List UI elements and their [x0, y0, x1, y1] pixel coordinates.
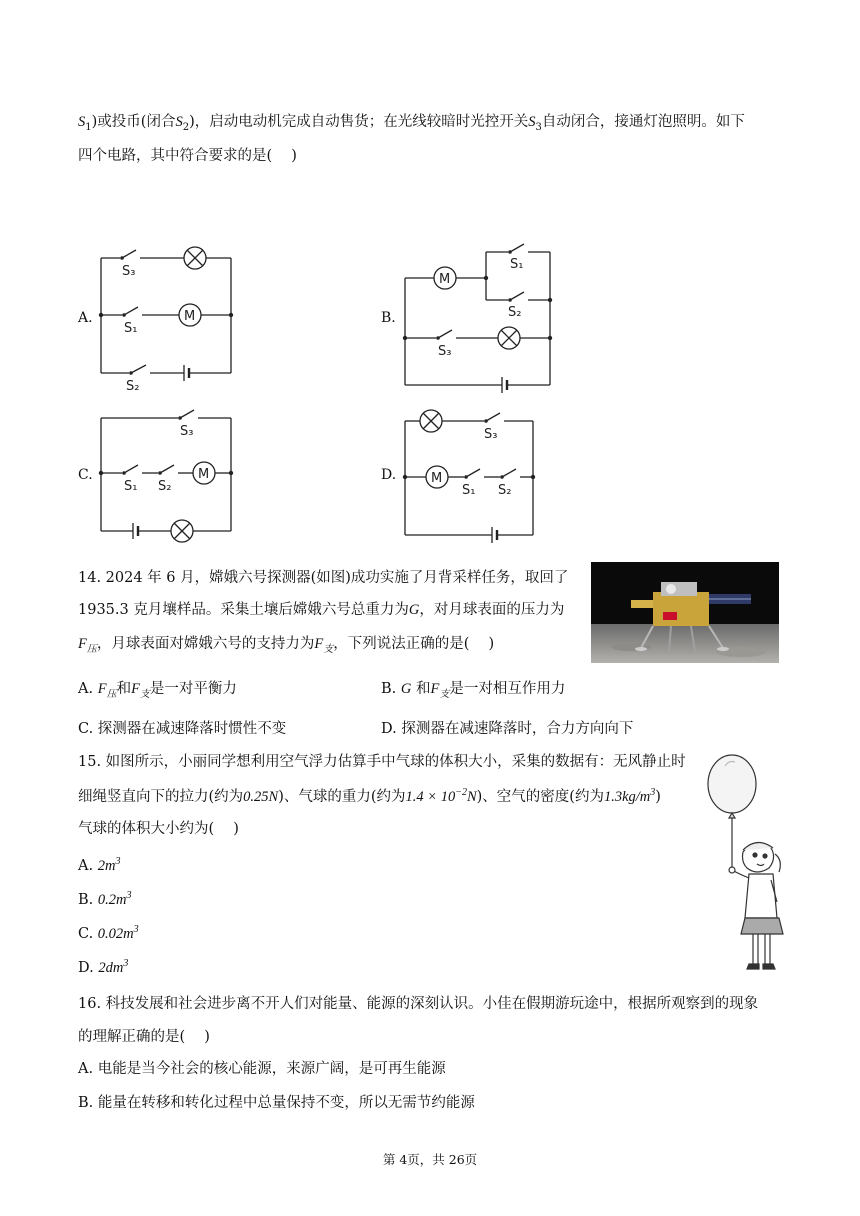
q15-option-a[interactable]: A. $2m^3$ [78, 856, 121, 874]
q15-option-d[interactable]: D. $2dm^3$ [78, 958, 129, 976]
circuit-c-s1-label: S₁ [124, 479, 138, 494]
q15-option-b[interactable]: B. $0.2m^3$ [78, 890, 132, 908]
circuit-c-s2-label: S₂ [158, 479, 172, 494]
q14-option-a[interactable]: A. $F_压$和$F_支$是一对平衡力 [78, 681, 237, 700]
circuit-c-motor-label: M [198, 467, 210, 482]
q14-option-c[interactable]: C. 探测器在减速降落时惯性不变 [78, 721, 287, 737]
q16-line-1: 16. 科技发展和社会进步离不开人们对能量、能源的深刻认识。小佳在假期游玩途中，根据所观察到的现象 [78, 996, 759, 1012]
circuit-b-s1-label: S₁ [510, 257, 524, 272]
q15-option-c[interactable]: C. $0.02m^3$ [78, 924, 139, 942]
circuit-b-motor-label: M [439, 272, 451, 287]
q16-option-a[interactable]: A. 电能是当今社会的核心能源，来源广阔，是可再生能源 [78, 1061, 446, 1077]
q14-line-1: 14. 2024 年 6 月，嫦娥六号探测器(如图)成功实施了月背采样任务，取回了 [78, 570, 569, 586]
circuit-d-diagram [400, 405, 540, 540]
q16-option-b[interactable]: B. 能量在转移和转化过程中总量保持不变，所以无需节约能源 [78, 1095, 475, 1111]
intro-line-1: $S_1$)或投币(闭合$S_2$)，启动电动机完成自动售货；在光线较暗时光控开关$S_3$自动闭合，接通灯泡照明。如下 [78, 114, 745, 133]
circuit-d-s3-label: S₃ [484, 427, 498, 442]
page-footer: 第 4页，共 26页 [382, 1152, 478, 1167]
circuit-b-label: B. [381, 310, 396, 326]
circuit-b-s3-label: S₃ [438, 344, 452, 359]
q15-line-1: 15. 如图所示，小丽同学想利用空气浮力估算手中气球的体积大小，采集的数据有：无风静止时 [78, 754, 686, 770]
change6-lander-photo [591, 562, 779, 663]
circuit-d-label: D. [381, 467, 397, 483]
circuit-c-s3-label: S₃ [180, 424, 194, 439]
girl-with-balloon-illustration [705, 752, 795, 974]
q14-line-3: $F_压$，月球表面对嫦娥六号的支持力为$F_支$，下列说法正确的是( ) [78, 636, 495, 655]
circuit-b-diagram [400, 240, 555, 390]
circuit-c-diagram [96, 405, 236, 540]
intro-line-2: 四个电路，其中符合要求的是( ) [78, 148, 297, 164]
q16-line-2: 的理解正确的是( ) [78, 1029, 210, 1045]
q15-line-3: 气球的体积大小约为( ) [78, 821, 239, 837]
circuit-a-motor-label: M [184, 309, 196, 324]
circuit-a-s1-label: S₁ [124, 321, 138, 336]
q14-line-2: 1935.3 克月壤样品。采集土壤后嫦娥六号总重力为G，对月球表面的压力为 [78, 602, 565, 618]
circuit-b-s2-label: S₂ [508, 305, 522, 320]
circuit-c-label: C. [78, 467, 93, 483]
circuit-a-diagram [96, 240, 236, 394]
circuit-a-label: A. [78, 310, 93, 326]
q15-line-2: 细绳竖直向下的拉力(约为0.25N)、气球的重力(约为$1.4 \times 10^{-2}N$)、空气的密度(约为$1.3kg/m^3$) [78, 787, 661, 805]
circuit-d-motor-label: M [431, 471, 443, 486]
circuit-a-s2-label: S₂ [126, 379, 140, 394]
circuit-d-s2-label: S₂ [498, 483, 512, 498]
circuit-d-s1-label: S₁ [462, 483, 476, 498]
circuit-a-s3-label: S₃ [122, 264, 136, 279]
q14-option-d[interactable]: D. 探测器在减速降落时，合力方向向下 [381, 721, 634, 737]
q14-option-b[interactable]: B. G 和$F_支$是一对相互作用力 [381, 681, 566, 700]
